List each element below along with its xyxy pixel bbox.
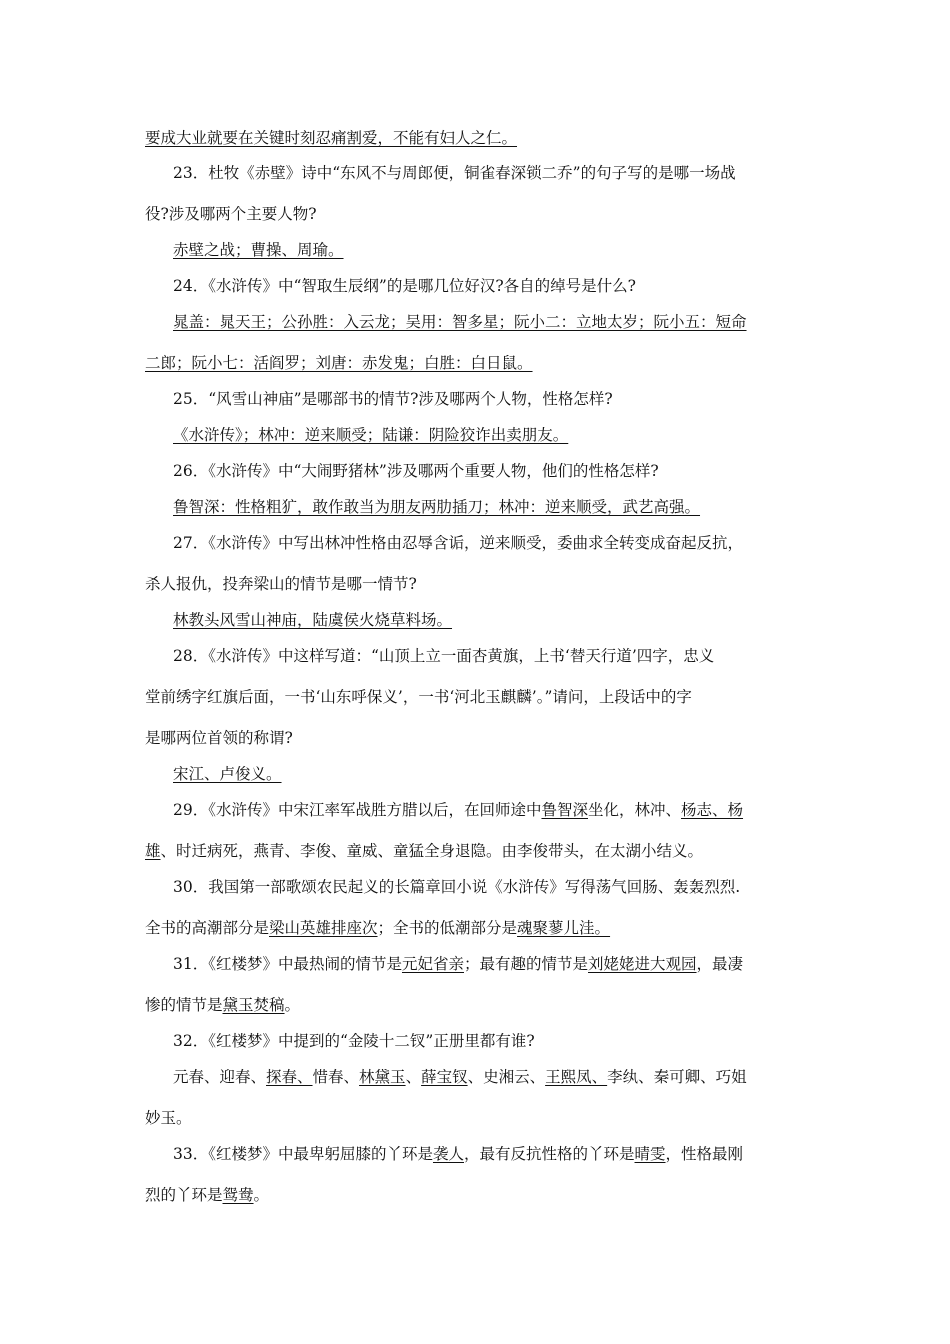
answer-24-line-1: 晁盖：晁天王；公孙胜：入云龙；吴用：智多星；阮小二：立地太岁；阮小五：短命	[173, 313, 747, 331]
question-27-line-1: 27．《水浒传》中写出林冲性格由忍辱含诟，逆来顺受，委曲求全转变成奋起反抗，	[173, 534, 743, 552]
plain-text: 李纨、秦可卿、巧姐	[607, 1068, 747, 1086]
fill-in-answer: 晴雯	[634, 1145, 666, 1163]
answer-22-line: 要成大业就要在关键时刻忍痛割爱，不能有妇人之仁。	[145, 129, 518, 147]
fill-in-answer: 薛宝钗	[421, 1068, 468, 1086]
question-31-line-1	[173, 954, 743, 974]
plain-text: ；全书的低潮部分是	[377, 919, 518, 937]
fill-in-answer: 鲁智深	[541, 801, 588, 819]
plain-text: 、	[405, 1068, 422, 1086]
question-28-line-2: 堂前绣字红旗后面，一书‘山东呼保义’，一书‘河北玉麒麟’。”请问，上段话中的字	[145, 688, 692, 706]
plain-text: 。	[284, 996, 301, 1014]
question-23-line-2: 役?涉及哪两个主要人物?	[145, 205, 317, 223]
plain-text: 烈的丫环是	[145, 1186, 223, 1204]
question-31-line-2	[145, 995, 300, 1015]
fill-in-answer: 杨志、杨	[681, 801, 744, 819]
question-28-line-3: 是哪两位首领的称谓?	[145, 729, 293, 747]
question-23-line-1: 23．杜牧《赤壁》诗中“东风不与周郎便，铜雀春深锁二乔”的句子写的是哪一场战	[173, 164, 736, 182]
plain-text: ，性格最刚	[665, 1145, 744, 1163]
fill-in-answer: 梁山英雄排座次	[269, 919, 378, 937]
question-24-line: 24．《水浒传》中“智取生辰纲”的是哪几位好汉?各自的绰号是什么?	[173, 277, 636, 295]
fill-in-answer: 元妃省亲	[401, 955, 464, 973]
answer-23-line: 赤壁之战；曹操、周瑜。	[173, 241, 344, 259]
question-29-line-2	[145, 841, 703, 861]
plain-text: 、史湘云、	[467, 1068, 546, 1086]
question-27-line-2: 杀人报仇，投奔梁山的情节是哪一情节?	[145, 575, 417, 593]
fill-in-answer: 刘姥姥进大观园	[588, 955, 697, 973]
question-33-line-2	[145, 1185, 269, 1205]
plain-text: ；最有趣的情节是	[464, 955, 589, 973]
answer-32-line-2: 妙玉。	[145, 1109, 192, 1127]
fill-in-answer: 探春、	[266, 1068, 313, 1086]
question-33-line-1	[173, 1144, 743, 1164]
plain-text: 31．《红楼梦》中最热闹的情节是	[173, 955, 402, 973]
plain-text: 惜春、	[312, 1068, 360, 1086]
plain-text: 33．《红楼梦》中最卑躬屈膝的丫环是	[173, 1145, 433, 1163]
fill-in-answer: 王熙凤、	[545, 1068, 608, 1086]
fill-in-answer: 鸳鸯	[222, 1186, 254, 1204]
question-28-line-1: 28．《水浒传》中这样写道：“山顶上立一面杏黄旗，上书‘替天行道’四字，忠义	[173, 647, 715, 665]
question-32-line: 32．《红楼梦》中提到的“金陵十二钗”正册里都有谁?	[173, 1032, 535, 1050]
plain-text: 坐化，林冲、	[588, 801, 682, 819]
question-26-line: 26．《水浒传》中“大闹野猪林”涉及哪两个重要人物，他们的性格怎样?	[173, 462, 659, 480]
answer-28-line: 宋江、卢俊义。	[173, 765, 282, 783]
plain-text: ，最凄	[696, 955, 744, 973]
plain-text: 惨的情节是	[145, 996, 223, 1014]
question-29-line-1	[173, 800, 743, 820]
plain-text: 29．《水浒传》中宋江率军战胜方腊以后，在回师途中	[173, 801, 542, 819]
plain-text: 、时迁病死，燕青、李俊、童威、童猛全身退隐。由李俊带头，在太湖小结义。	[160, 842, 704, 860]
answer-24-line-2: 二郎；阮小七：活阎罗；刘唐：赤发鬼；白胜：白日鼠。	[145, 354, 533, 372]
plain-text: 元春、迎春、	[173, 1068, 267, 1086]
question-25-line: 25．“风雪山神庙”是哪部书的情节?涉及哪两个人物，性格怎样?	[173, 390, 613, 408]
plain-text: ，最有反抗性格的丫环是	[464, 1145, 635, 1163]
fill-in-answer: 黛玉焚稿	[222, 996, 285, 1014]
fill-in-answer: 林黛玉	[359, 1068, 406, 1086]
plain-text: 全书的高潮部分是	[145, 919, 270, 937]
answer-27-line: 林教头风雪山神庙，陆虞侯火烧草料场。	[173, 611, 453, 629]
fill-in-answer: 袭人	[432, 1145, 464, 1163]
answer-25-line: 《水浒传》；林冲：逆来顺受；陆谦：阴险狡诈出卖朋友。	[173, 426, 569, 444]
plain-text: 。	[253, 1186, 270, 1204]
question-30-line-2	[145, 918, 610, 938]
question-30-line-1: 30．我国第一部歌颂农民起义的长篇章回小说《水浒传》写得荡气回肠、轰轰烈烈.	[173, 878, 741, 896]
fill-in-answer: 雄	[145, 842, 161, 860]
fill-in-answer: 魂聚蓼儿洼。	[517, 919, 611, 937]
answer-26-line: 鲁智深：性格粗犷，敢作敢当为朋友两肋插刀；林冲：逆来顺受，武艺高强。	[173, 498, 701, 516]
answer-32-line-1	[173, 1067, 747, 1087]
